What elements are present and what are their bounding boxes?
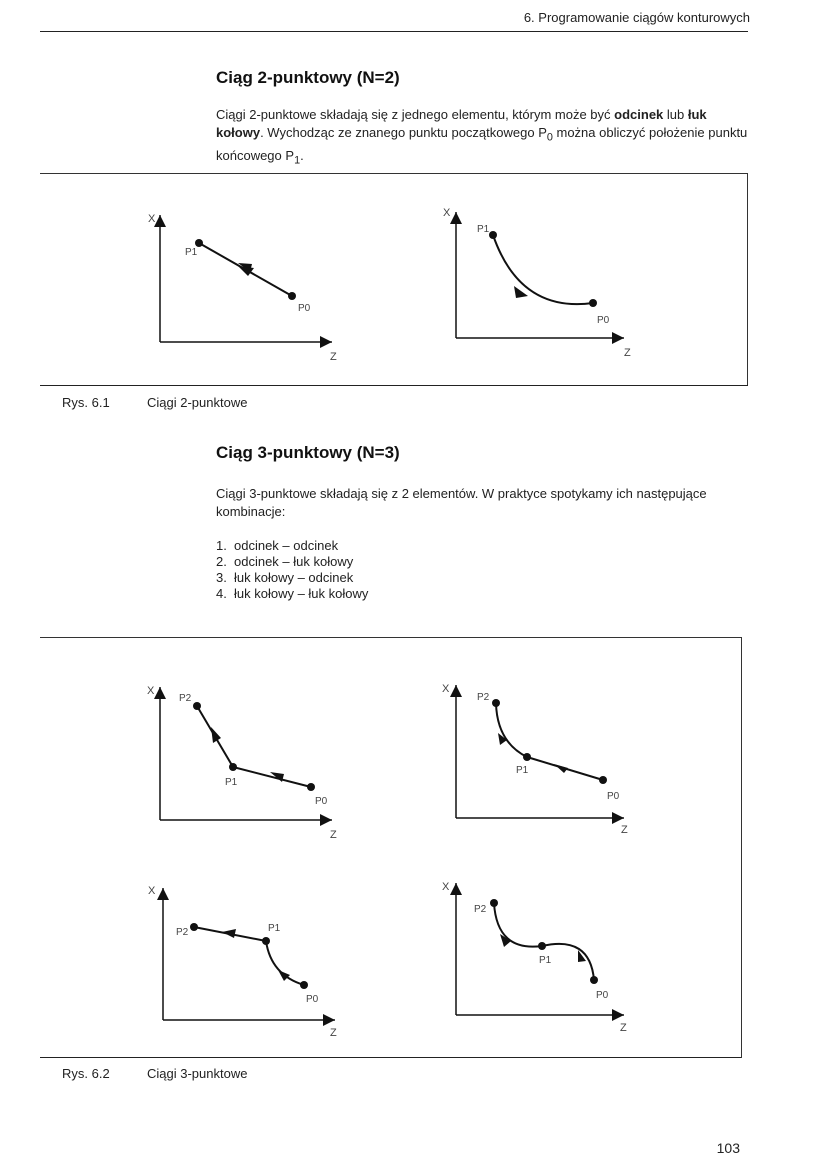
axis-z-label: Z [330,1027,337,1039]
list-item: 4. łuk kołowy – łuk kołowy [216,586,369,601]
label-p1: P1 [539,955,552,966]
label-p0: P0 [596,990,609,1001]
point-p0 [589,299,597,307]
axis-x-label: X [442,683,450,695]
bold-term-arc: łuk kołowy [216,107,707,140]
label-p2: P2 [477,692,490,703]
para-text: lub [663,107,688,122]
list-item: 3. łuk kołowy – odcinek [216,570,354,585]
subscript: 1 [294,154,301,167]
point-p1 [195,239,203,247]
diagram-3pt-segment-segment [147,685,337,841]
label-p1: P1 [185,247,198,258]
label-p2: P2 [474,904,487,915]
section-3-point-intro: Ciągi 3-punktowe składają się z 2 elementów. W praktyce spotykamy ich następujące kombinacje: [216,486,707,519]
figure-1-diagrams [0,0,824,400]
diagram-3pt-arc-segment [442,683,628,836]
axis-z-label: Z [621,824,628,836]
point-p1 [229,763,237,771]
figure-2-number: Rys. 6.2 [62,1066,110,1081]
figure-2-caption: Ciągi 3-punktowe [147,1066,248,1081]
axis-x-label: X [442,881,450,893]
para-text: można obliczyć położenie punktu końcowego P [216,125,748,163]
section-title-2-point: Ciąg 2-punktowy (N=2) [216,68,400,87]
label-p1: P1 [225,777,238,788]
axis-x-label: X [147,685,155,697]
point-p0 [307,783,315,791]
section-title-3-point: Ciąg 3-punktowy (N=3) [216,443,400,462]
axis-z-label: Z [330,829,337,841]
figure-1-caption: Ciągi 2-punktowe [147,395,248,410]
point-p1 [489,231,497,239]
diagram-2pt-segment [148,213,337,363]
point-p1 [262,937,270,945]
point-p0 [599,776,607,784]
label-p0: P0 [306,994,319,1005]
list-item: 2. odcinek – łuk kołowy [216,554,354,569]
running-header: 6. Programowanie ciągów konturowych [523,10,750,25]
diagram-3pt-arc-arc [442,881,627,1034]
combination-list [216,538,368,602]
list-item: 1. odcinek – odcinek [216,538,339,553]
para-text: . Wychodząc ze znanego punktu początkowego P [260,125,547,140]
label-p0: P0 [298,303,311,314]
point-p0 [590,976,598,984]
label-p1: P1 [516,765,529,776]
point-p1 [538,942,546,950]
diagram-3pt-segment-arc [148,885,337,1039]
para-text: . [300,147,304,163]
point-p2 [190,923,198,931]
point-p0 [300,981,308,989]
page-number: 103 [716,1140,740,1156]
figure-2-diagrams [0,640,824,1060]
label-p1: P1 [477,224,490,235]
para-text: Ciągi 2-punktowe składają się z jednego elementu, którym może być [216,107,615,122]
label-p0: P0 [315,796,328,807]
point-p1 [523,753,531,761]
axis-z-label: Z [624,347,631,359]
axis-x-label: X [443,207,451,219]
axis-z-label: Z [330,351,337,363]
point-p2 [193,702,201,710]
axis-x-label: X [148,885,156,897]
point-p2 [490,899,498,907]
label-p0: P0 [597,315,610,326]
label-p1: P1 [268,923,281,934]
subscript: 0 [546,131,553,144]
label-p2: P2 [176,927,189,938]
point-p0 [288,292,296,300]
bold-term-segment: odcinek [614,107,664,122]
diagram-2pt-arc [443,207,631,359]
label-p0: P0 [607,791,620,802]
figure-1-number: Rys. 6.1 [62,395,110,410]
point-p2 [492,699,500,707]
axis-z-label: Z [620,1022,627,1034]
label-p2: P2 [179,693,192,704]
axis-x-label: X [148,213,156,225]
